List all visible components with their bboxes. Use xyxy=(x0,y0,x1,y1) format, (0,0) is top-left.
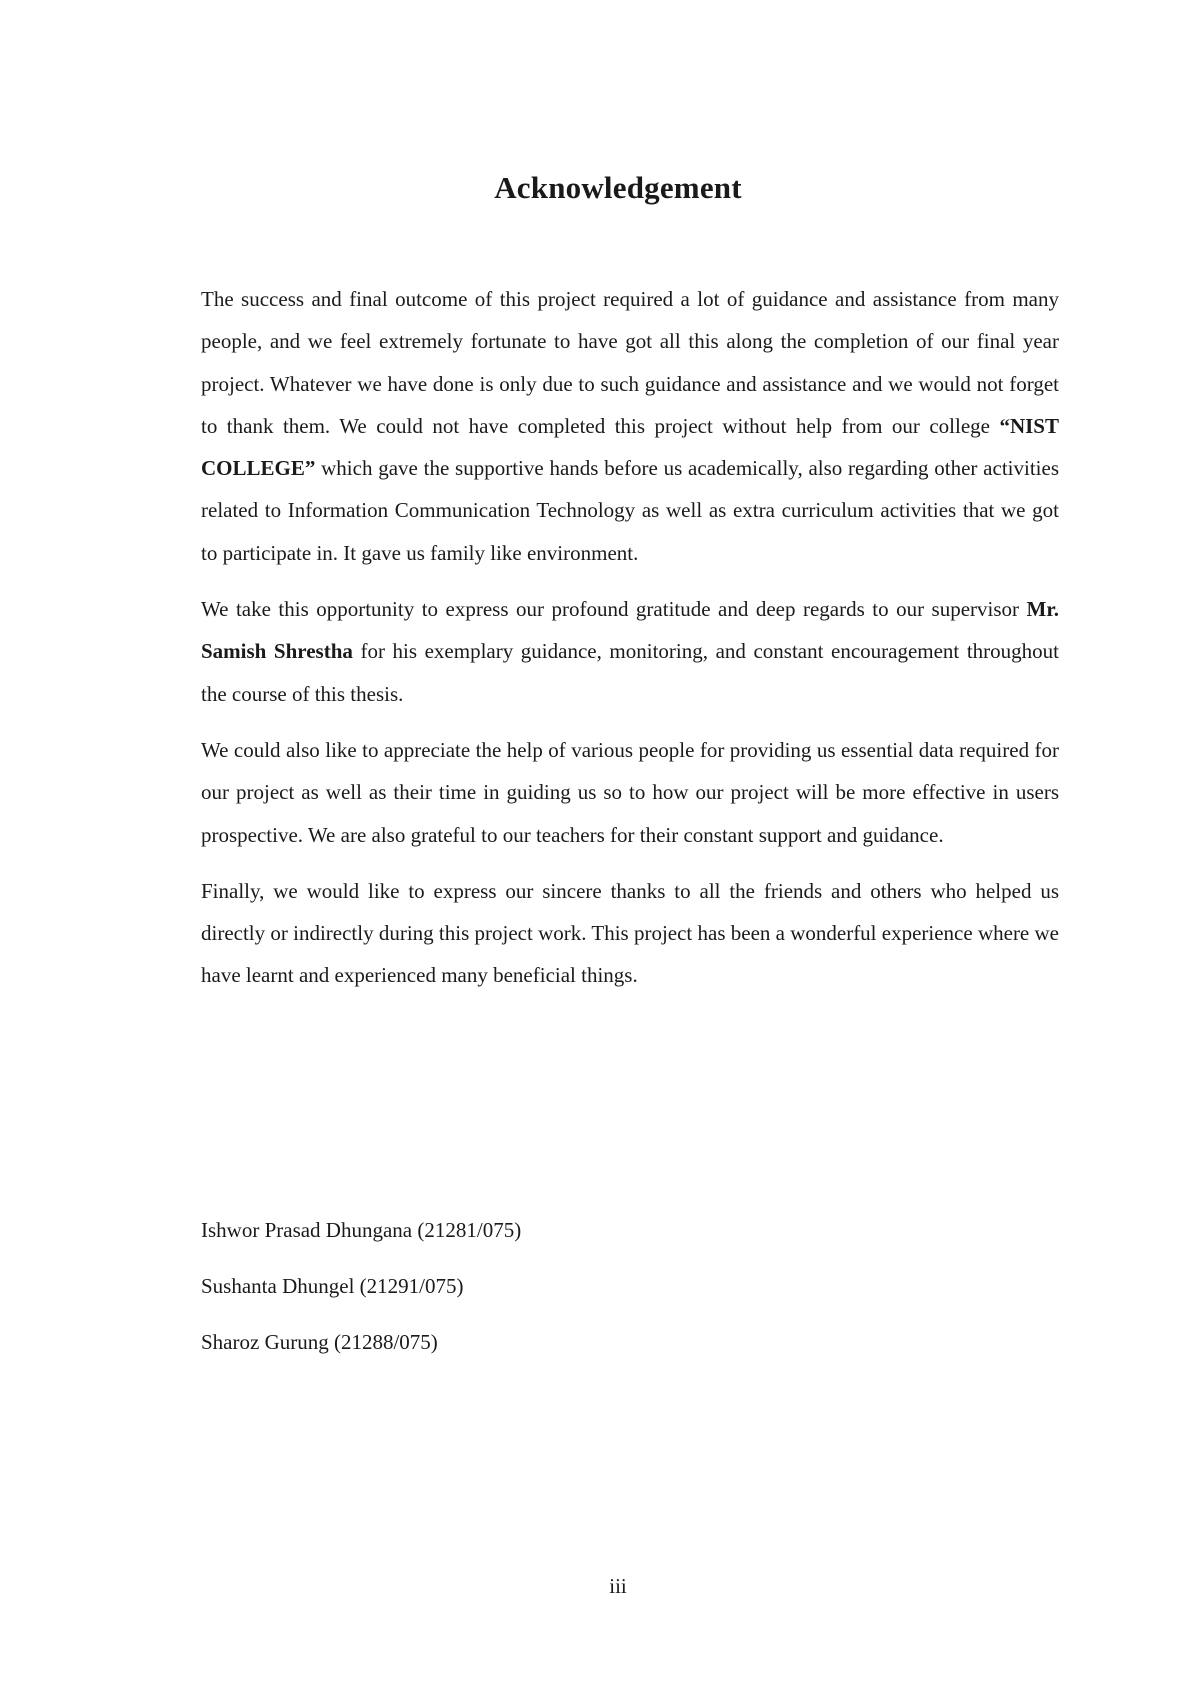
supervisor-name: Mr. Samish Shrestha xyxy=(201,597,1059,664)
paragraph-text: We take this opportunity to express our profound gratitude and deep regards to our supervisor xyxy=(201,597,1027,622)
signatory: Sushanta Dhungel (21291/075) xyxy=(201,1274,464,1298)
college-name: “NIST COLLEGE” xyxy=(201,413,1059,481)
paragraph-text: for his exemplary guidance, monitoring, and constant encouragement throughout the course of this thesis. xyxy=(201,639,1060,706)
paragraph-4 xyxy=(201,870,1059,997)
paragraph-3 xyxy=(201,729,1059,856)
paragraph-text: The success and final outcome of this project required a lot of guidance and assistance from many people, and we feel extremely fortunate to have got all this along the completion of our final year project. Whatever we have done is only due to such guidance and assistance and we would not forget to thank them. We could not have completed this project without help from our college xyxy=(201,287,1059,438)
paragraph-1 xyxy=(201,278,1059,574)
signatories-list xyxy=(201,1212,521,1380)
signatory: Sharoz Gurung (21288/075) xyxy=(201,1330,438,1354)
acknowledgement-body xyxy=(201,278,1059,1011)
page-title: Acknowledgement xyxy=(494,170,742,205)
page-number: iii xyxy=(609,1574,627,1598)
paragraph-text: which gave the supportive hands before us academically, also regarding other activities related to Information Communication Technology as well as extra curriculum activities that we got to participate in. It gave us family like environment. xyxy=(201,456,1059,565)
paragraph-text: We could also like to appreciate the help of various people for providing us essential data required for our project as well as their time in guiding us so to how our project will be more effective in users prospective. We are also grateful to our teachers for their constant support and guidance. xyxy=(201,737,1059,847)
paragraph-2 xyxy=(201,588,1059,715)
paragraph-text: Finally, we would like to express our sincere thanks to all the friends and others who helped us directly or indirectly during this project work. This project has been a wonderful experience where we have learnt and experienced many beneficial things. xyxy=(201,878,1059,988)
signatory: Ishwor Prasad Dhungana (21281/075) xyxy=(201,1218,522,1242)
